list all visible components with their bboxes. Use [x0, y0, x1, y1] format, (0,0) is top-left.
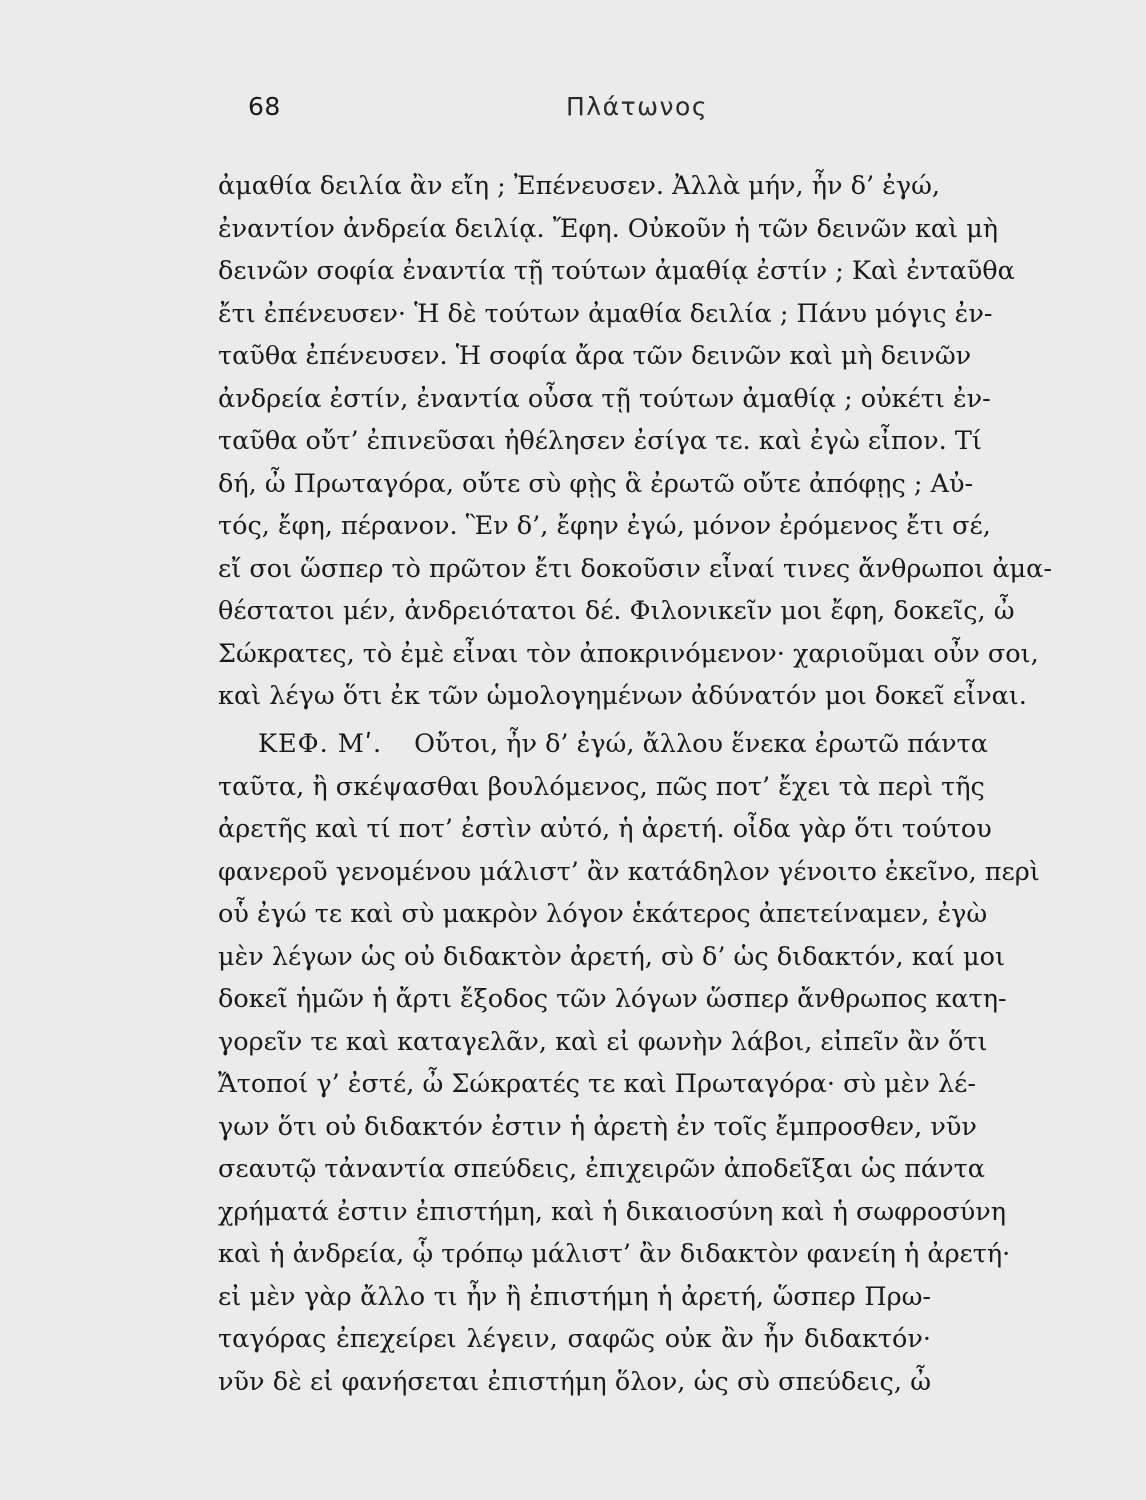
- text-line: καὶ ἡ ἀνδρεία, ᾧ τρόπῳ μάλιστ’ ἂν διδακτὸν φανείη ἡ ἀρετή·: [218, 1239, 1011, 1269]
- text-line: δοκεῖ ἡμῶν ἡ ἄρτι ἔξοδος τῶν λόγων ὥσπερ ἄνθρωπος κατη-: [218, 984, 1007, 1014]
- page-number: 68: [248, 92, 281, 121]
- text-line: δή, ὦ Πρωταγόρα, οὔτε σὺ φῂς ἃ ἐρωτῶ οὔτε ἀπόφῃς ; Αὐ-: [218, 468, 974, 499]
- text-line: ἀνδρεία ἐστίν, ἐναντία οὖσα τῇ τούτων ἀμαθίᾳ ; οὐκέτι ἐν-: [218, 383, 991, 414]
- chapter-first-line: [218, 723, 989, 766]
- text-line: εἴ σοι ὥσπερ τὸ πρῶτον ἔτι δοκοῦσιν εἶναί τινες ἄνθρωποι ἀμα-: [218, 553, 1052, 584]
- text-line: καὶ λέγω ὅτι ἐκ τῶν ὡμολογημένων ἀδύνατόν μοι δοκεῖ εἶναι.: [218, 681, 1027, 711]
- text-line: χρήματά ἐστιν ἐπιστήμη, καὶ ἡ δικαιοσύνη καὶ ἡ σωφροσύνη: [218, 1196, 1007, 1227]
- text-line: ἐναντίον ἀνδρεία δειλίᾳ. Ἔφη. Οὐκοῦν ἡ τῶν δεινῶν καὶ μὴ: [218, 213, 999, 244]
- page-header: [248, 92, 908, 132]
- text-line: ταγόρας ἐπεχείρει λέγειν, σαφῶς οὐκ ἂν ἦν διδακτόν·: [218, 1324, 931, 1354]
- text-line: ταῦθα ἐπένευσεν. Ἡ σοφία ἄρα τῶν δεινῶν καὶ μὴ δεινῶν: [218, 341, 972, 371]
- text-line: Σώκρατες, τὸ ἐμὲ εἶναι τὸν ἀποκρινόμενον· χαριοῦμαι οὖν σοι,: [218, 638, 1039, 669]
- text-line: Ἄτοποί γ’ ἐστέ, ὦ Σώκρατές τε καὶ Πρωταγόρα· σὺ μὲν λέ-: [218, 1069, 976, 1099]
- text-line: ἀρετῆς καὶ τί ποτ’ ἐστὶν αὐτό, ἡ ἀρετή. οἶδα γὰρ ὅτι τούτου: [218, 814, 992, 844]
- text-line: εἰ μὲν γὰρ ἄλλο τι ἦν ἢ ἐπιστήμη ἡ ἀρετή, ὥσπερ Πρω-: [218, 1281, 931, 1312]
- text-line: νῦν δὲ εἰ φανήσεται ἐπιστήμη ὅλον, ὡς σὺ σπεύδεις, ὦ: [218, 1366, 931, 1397]
- text-line: ἀμαθία δειλία ἂν εἴη ; Ἐπένευσεν. Ἀλλὰ μήν, ἦν δ’ ἐγώ,: [218, 171, 941, 201]
- text-line: οὗ ἐγώ τε καὶ σὺ μακρὸν λόγον ἑκάτερος ἀπετείναμεν, ἐγὼ: [218, 899, 988, 929]
- text-line: σεαυτῷ τἀναντία σπεύδεις, ἐπιχειρῶν ἀποδεῖξαι ὡς πάντα: [218, 1154, 986, 1184]
- text-line: δεινῶν σοφία ἐναντία τῇ τούτων ἀμαθίᾳ ἐστίν ; Καὶ ἐνταῦθα: [218, 256, 1015, 286]
- text-line: τός, ἔφη, πέρανον. Ἓν δ’, ἔφην ἐγώ, μόνον ἐρόμενος ἔτι σέ,: [218, 511, 991, 541]
- text-line: Οὔτοι, ἦν δ’ ἐγώ, ἄλλου ἕνεκα ἐρωτῶ πάντα: [414, 729, 989, 759]
- text-line: γορεῖν τε καὶ καταγελᾶν, καὶ εἰ φωνὴν λάβοι, εἰπεῖν ἂν ὅτι: [218, 1026, 988, 1057]
- paragraph-1: [218, 165, 1052, 718]
- text-line: φανεροῦ γενομένου μάλιστ’ ἂν κατάδηλον γένοιτο ἐκεῖνο, περὶ: [218, 856, 1040, 887]
- text-line: μὲν λέγων ὡς οὐ διδακτὸν ἀρετή, σὺ δ’ ὡς διδακτόν, καί μοι: [218, 941, 1005, 972]
- text-line: θέστατοι μέν, ἀνδρειότατοι δέ. Φιλονικεῖν μοι ἔφη, δοκεῖς, ὦ: [218, 596, 1015, 626]
- running-title: Πλάτωνος: [566, 92, 708, 121]
- text-line: ἔτι ἐπένευσεν· Ἡ δὲ τούτων ἀμαθία δειλία ; Πάνυ μόγις ἐν-: [218, 298, 993, 329]
- text-line: ταῦθα οὔτ’ ἐπινεῦσαι ἠθέλησεν ἐσίγα τε. καὶ ἐγὼ εἶπον. Τί: [218, 426, 982, 456]
- chapter-heading: ΚΕΦ. Μʹ.: [258, 729, 383, 759]
- text-line: γων ὅτι οὐ διδακτόν ἐστιν ἡ ἀρετὴ ἐν τοῖς ἔμπροσθεν, νῦν: [218, 1111, 977, 1142]
- paragraph-2: [218, 723, 1040, 1403]
- text-line: ταῦτα, ἢ σκέψασθαι βουλόμενος, πῶς ποτ’ ἔχει τὰ περὶ τῆς: [218, 771, 985, 802]
